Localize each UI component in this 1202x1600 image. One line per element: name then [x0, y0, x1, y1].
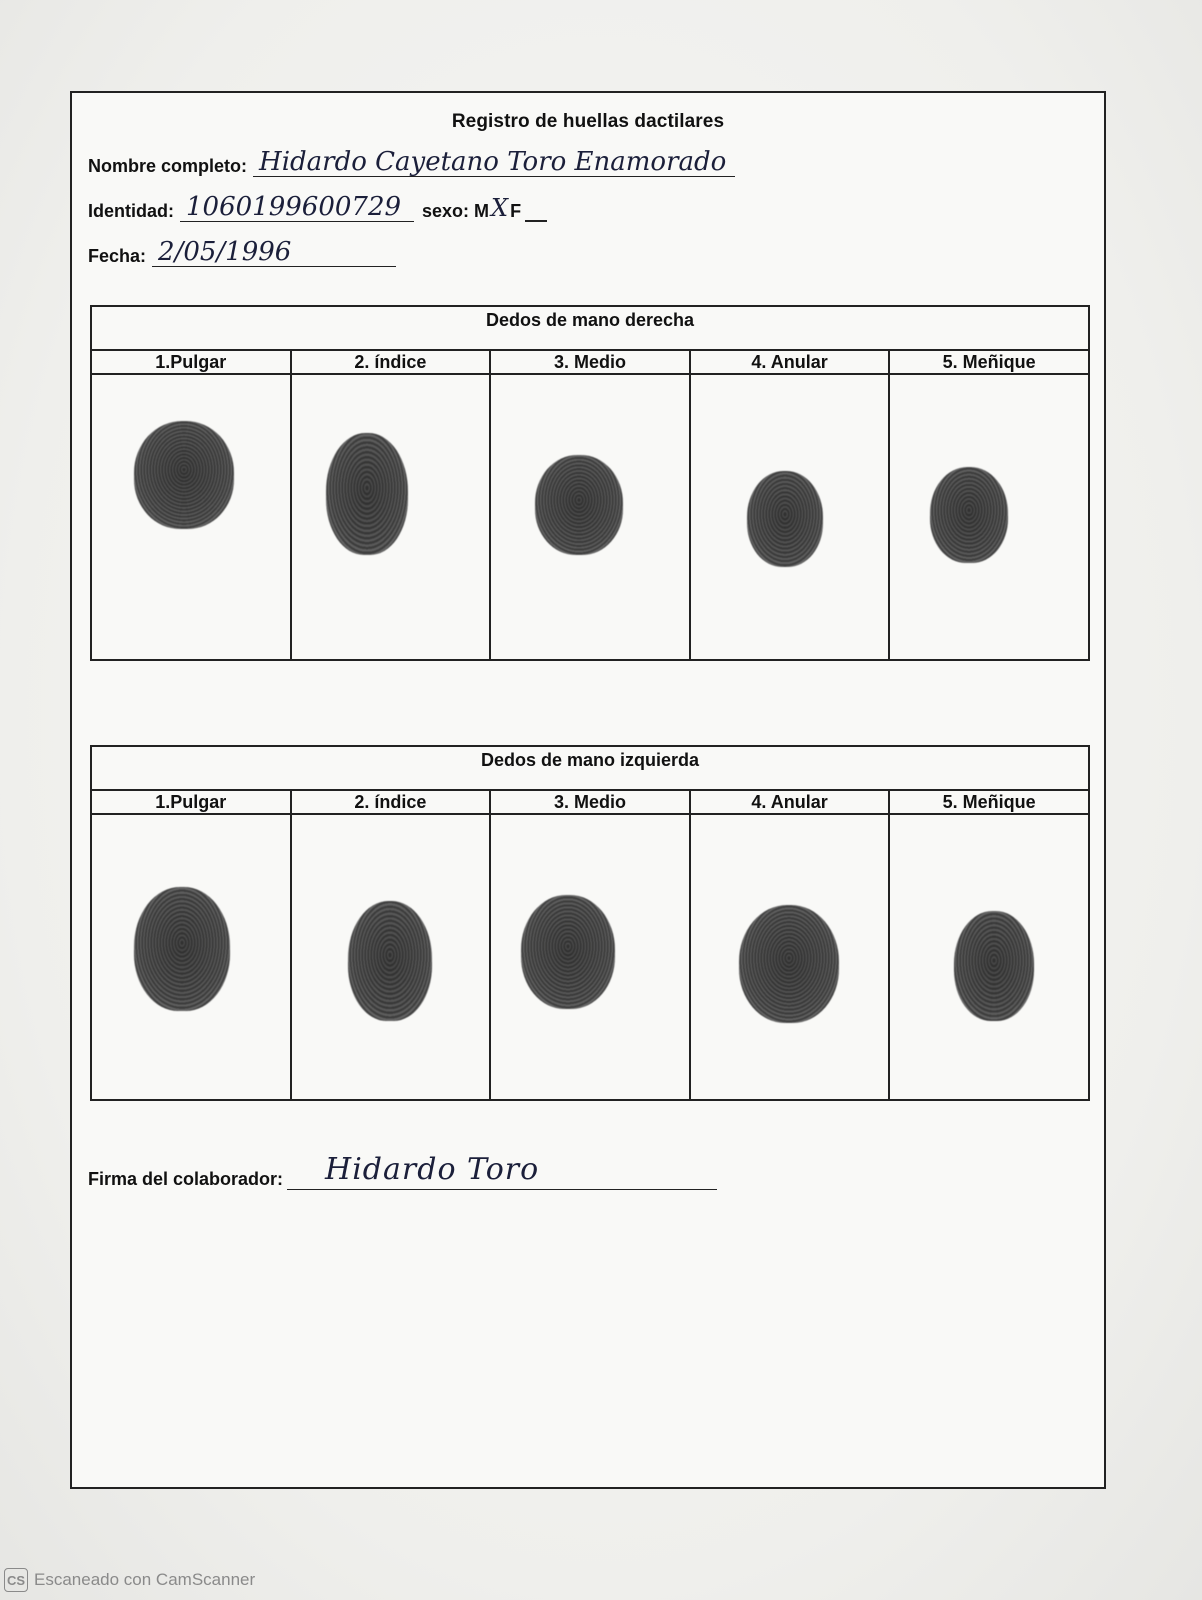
right-finger-label: 5. Meñique [942, 352, 1036, 372]
print-cell [292, 815, 492, 1099]
print-cell [292, 375, 492, 659]
date-row [88, 238, 396, 267]
right-finger-label: 3. Medio [491, 351, 691, 373]
sex-label: sexo: M [422, 201, 490, 221]
identity-row [88, 193, 547, 222]
fingerprint-image [930, 467, 1008, 563]
left-finger-label: 2. índice [292, 791, 492, 813]
date-label: Fecha: [88, 246, 147, 266]
print-cell [92, 815, 292, 1099]
print-cell [92, 375, 292, 659]
left-hand-table [90, 745, 1090, 1101]
fingerprint-image [348, 901, 432, 1021]
identity-label: Identidad: [88, 201, 174, 221]
fingerprint-image [954, 911, 1034, 1021]
sex-female-label: F [510, 201, 522, 221]
identity-value: 1060199600729 [180, 193, 414, 222]
left-finger-label: 4. Anular [691, 791, 891, 813]
camscanner-logo-icon: CS [4, 1568, 28, 1592]
right-hand-header [92, 351, 1088, 375]
fingerprint-image [535, 455, 623, 555]
right-finger-label: 4. Anular [691, 351, 891, 373]
watermark-text: Escaneado con CamScanner [34, 1570, 256, 1589]
fingerprint-image [521, 895, 615, 1009]
print-cell [890, 375, 1088, 659]
fingerprint-image [134, 421, 234, 529]
fingerprint-image [134, 887, 230, 1011]
right-finger-label: 1.Pulgar [92, 351, 292, 373]
left-finger-label: 3. Medio [491, 791, 691, 813]
sex-male-mark: X [491, 194, 509, 222]
scanner-watermark [4, 1568, 255, 1592]
right-hand-prints [92, 375, 1088, 659]
sex-female-blank [525, 220, 547, 222]
signature-handwriting: Hidardo Toro [325, 1152, 540, 1187]
print-cell [890, 815, 1088, 1099]
left-hand-header [92, 791, 1088, 815]
print-cell [491, 815, 691, 1099]
right-finger-label: 2. índice [292, 351, 492, 373]
fingerprint-image [747, 471, 823, 567]
signature-row [88, 1152, 717, 1190]
left-finger-label: 1.Pulgar [92, 791, 292, 813]
print-cell [491, 375, 691, 659]
name-row [88, 148, 735, 177]
date-value: 2/05/1996 [152, 238, 396, 267]
right-hand-title: Dedos de mano derecha [92, 307, 1088, 351]
left-finger-label: 5. Meñique [942, 792, 1036, 812]
right-hand-table [90, 305, 1090, 661]
form-title: Registro de huellas dactilares [451, 111, 725, 132]
print-cell [691, 815, 891, 1099]
signature-line [287, 1152, 717, 1190]
name-value: Hidardo Cayetano Toro Enamorado [253, 148, 735, 177]
left-hand-prints [92, 815, 1088, 1099]
name-label: Nombre completo: [88, 156, 248, 176]
left-hand-title: Dedos de mano izquierda [92, 747, 1088, 791]
fingerprint-form [70, 91, 1106, 1489]
fingerprint-image [326, 433, 408, 555]
fingerprint-image [739, 905, 839, 1023]
print-cell [691, 375, 891, 659]
signature-label: Firma del colaborador: [88, 1169, 284, 1189]
